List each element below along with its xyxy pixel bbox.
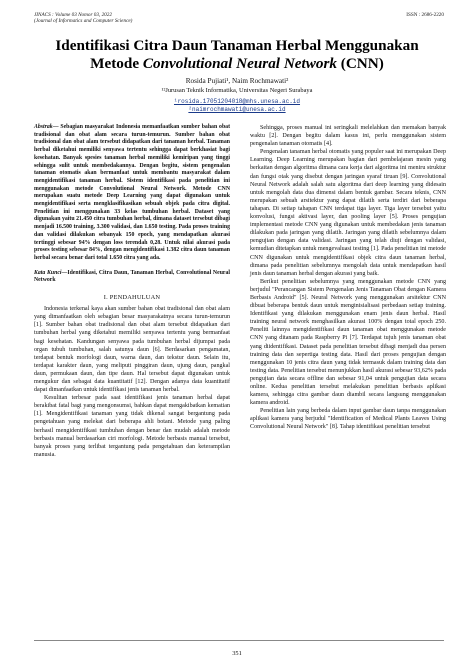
journal-line-1: JINACS : Volume 03 Nomor 03, 2022	[34, 12, 112, 18]
abstract	[34, 124, 230, 263]
keywords-lead: Kata Kunci	[34, 269, 62, 276]
title-line-2-start: Metode	[90, 54, 143, 72]
abstract-text: — Sebagian masyarakat Indonesia memanfaatkan sumber bahan obat tradisional dan obat alam secara turun-temurun. Sumber bahan obat tradisional dan obat alam tersebut didapatkan dari tanaman herbal. Tanaman herbal diketahui memiliki senyawa tertentu sehingga dapat berkhasiat bagi kesehatan. Banyak spesies tanaman herbal memiliki kemiripan yang tinggi sehingga sulit untuk membedakannya. Dengan begitu, sistem pengenalan tanaman otomatis akan bermanfaat untuk membantu masyarakat dalam mengidentifikasi tanaman herbal. Sistem identifikasi pada penelitian ini menggunakan metode Convolutional Neural Network. Metode CNN merupakan suatu metode Deep Learning yang dapat digunakan untuk mengidentifikasi serta mengklasifikasikan sebuah objek pada citra digital. Penelitian ini menggunakan 33 kelas tumbuhan herbal. Dataset yang digunakan yaitu 21.450 citra tumbuhan herbal, dimana dataset tersebut dibagi menjadi 16.500 training, 3.300 validasi, dan 1.650 testing. Pada proses training dan validasi dilakukan sebanyak 150 epoch, yang mendapatkan akurasi tertinggi sebesar 94% dengan loss terendah 0,28. Untuk nilai akurasi pada proses testing sebesar 84%, dengan mengidentifikasi 1.382 citra daun tanaman herbal secara benar dari total 1.650 citra yang ada.	[34, 124, 230, 261]
journal-name	[34, 12, 132, 25]
right-column	[250, 124, 446, 432]
left-paragraph-2: Kesulitan terbesar pada saat identifikasi jenis tanaman herbal dapat berakibat fatal bagi yang mengonsumsi, bahkan dapat mengakibatkan kematian [1]. Mengidentifikasi tanaman yang tidak dikenal sangat bergantung pada pengetahuan yang melekat dari beberapa ahli botani. Metode yang paling berhasil mengidentifikasi tumbuhan dengan benar dan mudah adalah metode berbasis manual berdasarkan ciri morfologi. Metode berbasis manual tersebut, banyak proses yang terlibat tergantung pada pengetahuan dan keterampilan manusia.	[34, 395, 230, 458]
page-number: 351	[232, 650, 242, 657]
abstract-lead: Abstrak	[34, 124, 53, 130]
authors: Rosida Pujiati¹, Naim Rochmawati²	[185, 77, 289, 85]
keywords-text: —Identifikasi, Citra Daun, Tanaman Herbal, Convolutional Neural Network	[34, 269, 230, 284]
title-line-2-end: (CNN)	[336, 54, 384, 72]
title-line-2	[30, 55, 444, 73]
paper-title	[30, 37, 444, 72]
section-heading-introduction: I. PENDAHULUAN	[103, 294, 161, 302]
email-link-2[interactable]: ²naimrochmawati@unesa.ac.id	[188, 106, 286, 113]
email-link-1[interactable]: ¹rosida.17051204018@mhs.unesa.ac.id	[173, 98, 301, 105]
journal-line-2: (Journal of Informatics and Computer Science)	[34, 18, 133, 25]
affiliation: ¹²Jurusan Teknik Informatika, Universitas Negeri Surabaya	[161, 87, 313, 94]
issn: ISSN : 2686-2220	[406, 12, 444, 18]
title-line-1: Identifikasi Citra Daun Tanaman Herbal Menggunakan	[55, 37, 419, 54]
keywords	[34, 270, 230, 285]
left-column	[34, 124, 230, 459]
left-paragraph-1: Indonesia terkenal kaya akan sumber bahan obat tradisional dan obat alam yang dimanfaatkan oleh sebagian besar masyarakatnya secara turun-temurun [1]. Sumber bahan obat tradisional dan obat alam tersebut didapatkan dari tumbuhan herbal yang diketahui memiliki senyawa tertentu yang bermanfaat bagi kesehatan. Kandungan senyawa pada tumbuhan herbal dijumpai pada organ tubuh tumbuhan, salah satunya daun [6]. Berdasarkan pengamatan, terdapat bentuk morfologi daun, warna daun, dan tekstur daun. Selain itu, terdapat karakter daun, yang meliputi pinggiran daun, ujung daun, pangkal daun, permukaan daun, dan tipe daun. Hal tersebut dapat digunakan untuk mengukur dan sebagai data kuantitatif [12]. Dengan adanya data kuantitatif dapat dimanfaatkan untuk identifikasi jenis tanaman herbal.	[34, 306, 230, 394]
footer-divider	[34, 640, 444, 641]
title-line-2-italic: Convolutional Neural Network	[142, 54, 337, 72]
right-paragraph-4: Penelitian lain yang berbeda dalam input gambar daun tanpa menggunakan aplikasi kamera yang berjudul "Identification of Medical Plants Leaves Using Convolutional Neural Network" [8]. Tahap identifikasi penelitian tersebut	[250, 408, 446, 431]
right-paragraph-3: Berikut penelitian sebelumnya yang menggunakan metode CNN yang berjudul "Perancangan Sistem Pengenalan Jenis Tanaman Obat dengan Kamera Berbasis Android" [5]. Neural Network yang menggunakan arsitektur CNN dibuat beberapa bentuk daun untuk menginisialisasi perbedaan setiap training. Identifikasi yang dilakukan menggunakan enam jenis daun herbal. Hasil training neural network menghasilkan akurasi 100% dengan total epoch 250. Peneliti lainnya mengidentifikasi daun tanaman obat menggunakan metode CNN yang ditanam pada Raspberry Pi [7]. Terdapat tujuh jenis tanaman obat yang diidentifikasi. Dataset pada penelitian tersebut dibagi menjadi dua persen training data dan sepertiga testing data. Hasil dari proses pengujian dengan menggunakan 10 jenis citra daun yang tidak termasuk dalam training data dan testing data. Penelitian tersebut menunjukkan hasil akurasi sebesar 93,62% pada pengujian data secara offline dan sebesar 91,04 untuk pengujian data secara online. Kedua penelitian tersebut melakukan penelitian berbasis aplikasi kamera, sehingga citra gambar daun diambil secara langsung menggunakan kamera android.	[250, 278, 446, 407]
right-paragraph-1: Sehingga, proses manual ini seringkali melelahkan dan memakan banyak waktu [2]. Dengan begitu dalam kasus ini, perlu menggunakan sistem pengenalan tanaman otomatis [4].	[250, 125, 446, 148]
right-paragraph-2: Pengenalan tanaman herbal otomatis yang populer saat ini merupakan Deep Learning. Deep Learning merupakan bagian dari pembelajaran mesin yang berkaitan dengan algoritma dimana cara kerja dari algoritma ini meniru struktur dan fungsi otak yang disebut dengan jaringan syaraf tiruan [9]. Convolutional Neural Network adalah salah satu algoritma dari deep learning yang didesain untuk mengolah data dua dimensi dalam bentuk gambar. Secara teknis, CNN merupakan sebuah arsitektur yang dapat dilatih serta terdiri dari beberapa tahapan. Di setiap tahapan CNN terdapat tiga layer. Tiga layer tersebut yaitu konvolusi, fungsi aktivasi layer, dan pooling layer [5]. Proses pengujian implementasi metode CNN yang digunakan untuk membedakan jenis tanaman dilakukan pada jaringan yang dilatih. Jaringan yang dilatih sebelumnya dalam pengujian dengan data validasi. Jaringan yang telah diuji dengan validasi, kemudian ditetapkan untuk mengevaluasi testing [1]. Pada penelitian ini metode CNN digunakan untuk mengidentifikasi objek citra daun tanaman herbal, dimana pada penelitian sebelumnya mengolah data untuk mendapatkan hasil jenis daun tanaman herbal dengan akurasi yang baik.	[250, 149, 446, 277]
